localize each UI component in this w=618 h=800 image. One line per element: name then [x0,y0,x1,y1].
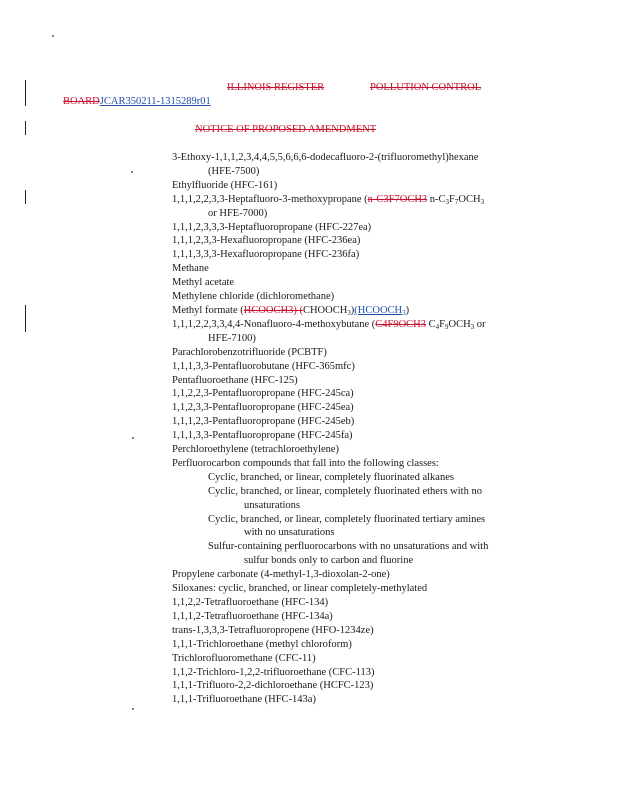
formula-deleted: n-C3F7OCH3 [367,193,428,205]
list-item: Perfluorocarbon compounds that fall into the following classes: [172,457,439,469]
list-item: 1,1,1-Trifluoroethane (HFC-143a) [172,694,316,706]
list-item: Methyl formate (HCOOCH3) $(CHOOCH_3)(HCOOCH_3)$ [172,304,410,317]
formula-inserted: $n-C_3F_7OCH_3$ [427,193,485,206]
formula-inserted: ($HCOOCH_3$ [354,304,406,317]
change-bar [25,80,26,106]
list-item: 1,1,2,3,3-Pentafluoropropane (HFC-245ea) [172,402,354,414]
list-item: 1,1,1,2,3,3,3-Heptafluoropropane (HFC-227ea) [172,221,372,233]
list-item: 1,1,1,2,3-Pentafluoropropane (HFC-245eb) [172,416,355,428]
list-item: 1,1,1-Trichloroethane (methyl chloroform) [172,638,352,650]
register-header [227,82,324,93]
list-item: 1,1,1,3,3-Pentafluorobutane (HFC-365mfc) [172,360,355,372]
list-item-cont: or HFE-7000) [208,207,268,219]
list-item-cont: HFE-7100) [208,332,256,344]
list-item: 1,1,1,3,3-Pentafluoropropane (HFC-245fa) [172,430,353,442]
formula-deleted: C4F9OCH3 [375,318,427,330]
list-item: Ethylfluoride (HFC-161) [172,179,278,191]
list-item: Trichlorofluoromethane (CFC-11) [172,652,316,664]
list-item: Pentafluoroethane (HFC-125) [172,374,298,386]
sub-item-cont: with no unsaturations [244,527,335,539]
list-item: 1,1,2,2-Tetrafluoroethane (HFC-134) [172,597,329,608]
sub-item: Cyclic, branched, or linear, completely fluorinated tertiary amines [208,513,486,525]
scan-speck [132,437,134,439]
list-item: 1,1,2-Trichloro-1,2,2-trifluoroethane (CFC-113) [172,666,375,678]
list-item-cont: (HFE-7500) [208,165,260,177]
list-item: 1,1,1,3,3,3-Hexafluoropropane (HFC-236fa) [172,249,360,261]
sub-item-cont: unsaturations [244,499,300,511]
list-item: Propylene carbonate (4-methyl-1,3-dioxolan-2-one) [172,569,390,581]
list-item: Methylene chloride (dichloromethane) [172,291,335,303]
list-item: Methane [172,263,209,275]
change-bar [25,318,26,332]
change-bar [25,190,26,204]
notice-title: NOTICE OF PROPOSED AMENDMENT [195,124,377,135]
list-item: Perchloroethylene (tetrachloroethylene) [172,444,340,456]
board-deleted: BOARD [63,96,100,107]
formula-deleted: HCOOCH3) ( [243,304,303,316]
list-item: 1,1,2,2,3-Pentafluoropropane (HFC-245ca) [172,388,354,400]
list-item: 1,1,1,2,2,3,3-Heptafluoro-3-methoxypropane (n-C3F7OCH3 $n-C_3F_7OCH_3$ [172,193,485,206]
formula-inserted: $C_4F_9OCH_3$ or [426,318,486,331]
list-item: 1,1,1-Trifluoro-2,2-dichloroethane (HCFC-123) [172,680,374,692]
scan-speck [52,35,54,37]
list-item: 3-Ethoxy-1,1,1,2,3,4,4,5,5,6,6,6-dodecafluoro-2-(trifluoromethyl)hexane [172,152,479,163]
scan-speck [131,171,133,173]
list-item: 1,1,1,2,2,3,3,4,4-Nonafluoro-4-methoxybutane (C4F9OCH3 $C_4F_9OCH_3$ or [172,318,486,331]
compound-list [172,151,562,707]
sub-item-cont: sulfur bonds only to carbon and fluorine [244,555,414,567]
change-bar [25,305,26,319]
agency-header [370,82,481,93]
agency-title: POLLUTION CONTROL [370,82,482,93]
list-item: trans-1,3,3,3-Tetrafluoropropene (HFO-1234ze) [172,624,374,636]
board-header [63,96,211,107]
scan-speck [132,708,134,710]
register-title: ILLINOIS REGISTER [227,82,325,93]
sub-item: Cyclic, branched, or linear, completely fluorinated ethers with no [208,485,482,497]
list-item: Parachlorobenzotrifluoride (PCBTF) [172,346,327,358]
list-item: Siloxanes: cyclic, branched, or linear completely-methylated [172,583,428,595]
notice-header [195,124,376,135]
jcar-code: JCAR350211-1315289r01 [99,96,211,107]
sub-item: Sulfur-containing perfluorocarbons with no unsaturations and with [208,541,489,553]
list-item: 1,1,1,2,3,3-Hexafluoropropane (HFC-236ea) [172,235,361,247]
list-item: 1,1,1,2-Tetrafluoroethane (HFC-134a) [172,610,333,622]
sub-item: Cyclic, branched, or linear, completely fluorinated alkanes [208,471,454,483]
list-item: Methyl acetate [172,277,235,289]
change-bar [25,121,26,135]
